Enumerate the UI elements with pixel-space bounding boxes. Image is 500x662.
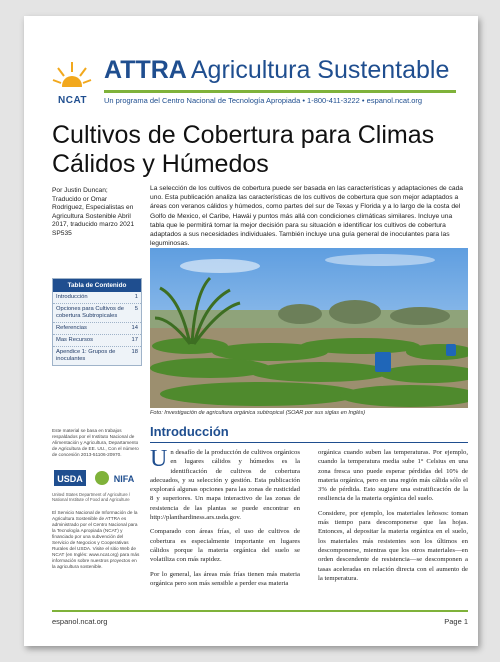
attra-program-note: El Servicio Nacional de Información de la Agricultura Sostenible de ATTRA es administrado por el Centro Nacional para la Tecnología Apropiada (NCAT) y financiado por una subvención del Servicio de Negocios y Cooperativas Rurales del USDA. Visite el sitio Web de NCAT (en Inglés: www.ncat.org) para más información sobre nuestros proyectos en la agricultura sostenible. (52, 510, 140, 569)
toc-item-page: 18 (131, 349, 138, 355)
toc-item-label: Mas Recursos (56, 337, 94, 343)
paragraph-text: n desafío de la producción de cultivos orgánicos en lugares cálidos y húmedos es la identificación de cultivos de cobertura adecuados, y su selección y gestión. Esta publicación explorará algunas opciones para las zonas de rusticidad 8 y superiores. Un mapa interactivo de las zonas de resistencia de las plantas se puede encontrar en http://planthardiness.ars.usda.gov. (150, 449, 300, 522)
table-of-contents (52, 278, 142, 366)
footer-url[interactable]: espanol.ncat.org (52, 617, 108, 626)
toc-item[interactable] (53, 323, 141, 335)
toc-item-label: Introducción (56, 294, 88, 300)
usda-logo-text: USDA (57, 474, 83, 484)
toc-item-label: Referencias (56, 325, 87, 331)
toc-heading: Tabla de Contenido (53, 279, 141, 292)
section-divider (150, 442, 468, 443)
paragraph: orgánica cuando suben las temperaturas. Por ejemplo, cuando la temperatura media sube 1° Celsius en una zona fresca uno puede esperar pérdidas del 10% de materia orgánica, pero en una región más cálida sólo el 3% de pérdida. Esto sugiere una estratificación de la resiliencia de la materia orgánica del suelo. (318, 449, 468, 503)
toc-item-page: 1 (134, 294, 138, 300)
toc-item[interactable] (53, 347, 141, 365)
nifa-logo-text: NIFA (113, 474, 135, 484)
toc-item-page: 17 (131, 337, 138, 343)
body-column-right (318, 448, 468, 588)
body-column-left (150, 448, 300, 593)
drop-cap: U (150, 446, 168, 472)
document-page (24, 16, 478, 646)
author-byline: Por Justin Duncan; Traducido or Omar Rodriguez, Especialistas en Agricultura Sostenible Abril 2017, traducido marzo 2021 SP535 (52, 187, 135, 237)
brand-attra: ATTRA (104, 56, 187, 84)
page-number: Page 1 (444, 617, 468, 626)
ncat-sun-logo (52, 60, 92, 94)
toc-item-page: 14 (131, 325, 138, 331)
ncat-logo-text: NCAT (58, 95, 88, 106)
paragraph (150, 448, 300, 522)
logos-caption: United States Department of Agriculture / National Institute of Food and Agriculture (52, 492, 131, 503)
paragraph: Considere, por ejemplo, los materiales leñosos: toman más tiempo para descomponerse que las hojas. Entonces, al depositar la materia orgánica en el suelo, los materiales más resistentes son los últimos en descomponerse, mientras que los otros materiales—en orden descendente de resistencia—se descomponen a tasas aceleradas en relación directa con el aumento de la temperatura. (318, 509, 468, 582)
brand-series: Agricultura Sustentable (190, 56, 450, 84)
tagline: Un programa del Centro Nacional de Tecnología Apropiada • 1-800-411-3222 • espanol.ncat.org (104, 96, 423, 105)
toc-item-label: Apendice 1: Grupos de inoculantes (56, 349, 116, 362)
funding-note: Este material se basa en trabajos respaldados por el Instituto Nacional de Alimentación y Agricultura, Departamento de Agricultura de EE. UU., Con el número de concesión 2013-51106-20970. (52, 428, 139, 457)
paragraph: Comparado con áreas frías, el uso de cultivos de cobertura es especialmente importante en lugares cálidos porque la materia orgánica del suelo se volatiliza con más rapidez. (150, 528, 300, 564)
toc-item-label: Opciones para Cultivos de cobertura Subtropicales (56, 306, 124, 319)
publication-brand (104, 56, 449, 85)
footer-divider (52, 610, 468, 612)
toc-item[interactable] (53, 292, 141, 304)
toc-item-page: 5 (134, 306, 138, 312)
section-heading-introduccion: Introducción (150, 424, 229, 439)
toc-item[interactable] (53, 335, 141, 347)
paragraph: Por lo general, las áreas más frías tienen más materia orgánica pero son más sensible a perder esa materia (150, 570, 300, 587)
toc-item[interactable] (53, 304, 141, 323)
farm-field-photo (150, 248, 468, 408)
usda-nifa-logos (52, 468, 142, 488)
brand-underline (104, 90, 456, 93)
document-title: Cultivos de Cobertura para Climas Cálidos y Húmedos (52, 121, 435, 178)
abstract: La selección de los cultivos de cobertura puede ser basada en las características y adaptaciones de cada uno. Esta publicación analiza las características de los cultivos de cobertura que son mejor adaptados a áreas con veranos cálidos y húmedos, como partes del sur de Texas y Florida y a lo largo de la costa del Golfo de Mexico, el Caribe, Hawái y puntos más allá con condiciones climáticas similares. Incluye una tabla que le permitirá tomar la mejor decisión para su situación e identificar los cultivos de cobertura adaptados a sus necesidades individuales. También incluye una guía general de inoculantes para las leguminosas. (150, 185, 464, 248)
photo-caption: Foto: Investigación de agricultura orgánica subtropical (SOAR por sus siglas en Inglés) (150, 410, 366, 416)
